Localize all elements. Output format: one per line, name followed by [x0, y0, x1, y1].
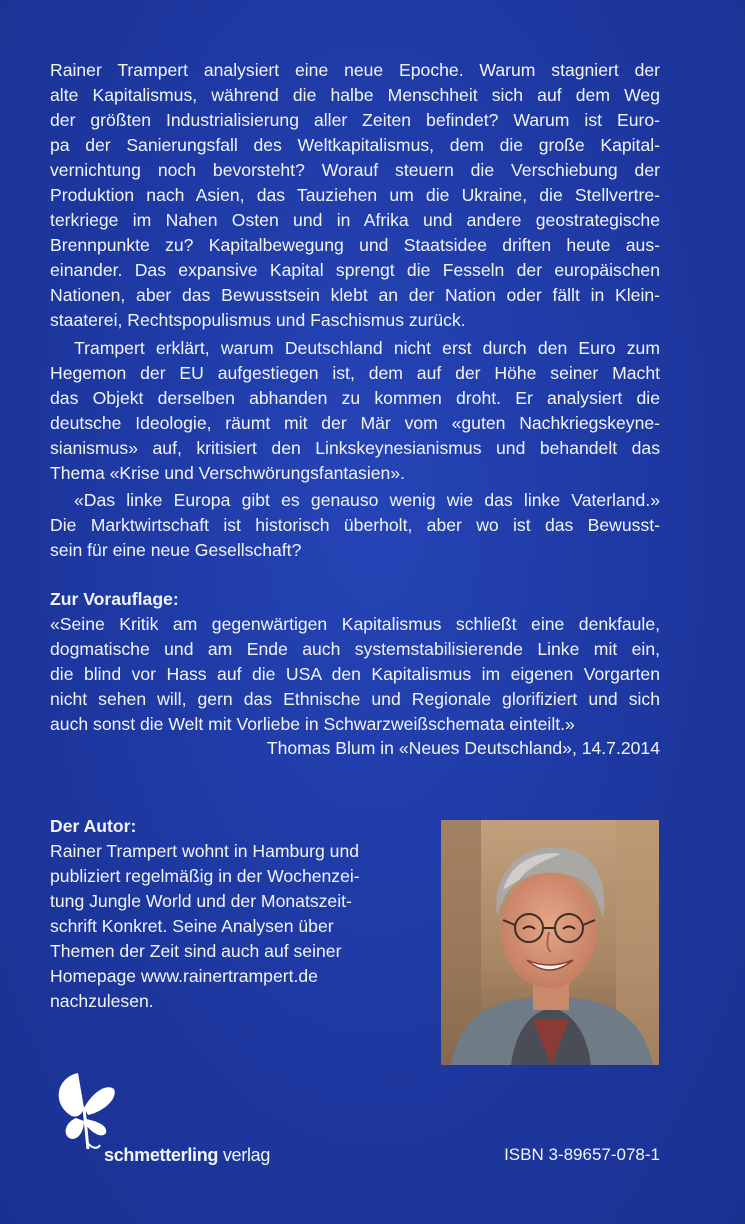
- text-line: Thema «Krise und Verschwörungsfantasien».: [50, 463, 406, 483]
- text-line: Die Marktwirtschaft ist historisch überholt, aber wo ist das Bewusst-: [50, 515, 660, 535]
- text-line: publiziert regelmäßig in der Wochenzei-: [50, 866, 360, 886]
- text-line: das Objekt derselben abhanden zu kommen droht. Er analysiert die: [50, 388, 660, 408]
- portrait-drawing: [441, 820, 659, 1065]
- butterfly-logo-icon: [48, 1063, 128, 1153]
- text-line: Homepage www.rainertrampert.de: [50, 966, 318, 986]
- text-line: «Seine Kritik am gegenwärtigen Kapitalismus schließt eine denkfaule,: [50, 614, 660, 634]
- publisher-name: [104, 1145, 270, 1166]
- text-line: Themen der Zeit sind auch auf seiner: [50, 941, 342, 961]
- review-heading: Zur Vorauflage:: [50, 589, 179, 609]
- text-line: deutsche Ideologie, räumt mit der Mär vom «guten Nachkriegskeyne-: [50, 413, 660, 433]
- text-line: sianismus» auf, kritisiert den Linkskeynesianismus und behandelt das: [50, 438, 660, 458]
- text-line: «Das linke Europa gibt es genauso wenig wie das linke Vaterland.»: [74, 490, 660, 510]
- text-line: Hegemon der EU aufgestiegen ist, dem auf der Höhe seiner Macht: [50, 363, 660, 383]
- text-line: Trampert erklärt, warum Deutschland nicht erst durch den Euro zum: [74, 338, 660, 358]
- isbn: ISBN 3-89657-078-1: [504, 1145, 660, 1164]
- text-line: nicht sehen will, gern das Ethnische und Regionale glorifiziert und sich: [50, 689, 660, 709]
- text-line: alte Kapitalismus, während die halbe Menschheit sich auf dem Weg: [50, 85, 660, 105]
- review-attribution: Thomas Blum in «Neues Deutschland», 14.7.2014: [266, 738, 660, 758]
- text-line: dogmatische und am Ende auch systemstabilisierende Linke mit ein,: [50, 639, 660, 659]
- text-line: nachzulesen.: [50, 991, 154, 1011]
- text-line: Rainer Trampert wohnt in Hamburg und: [50, 841, 360, 861]
- text-line: die blind vor Hass auf die USA den Kapitalismus im eigenen Vorgarten: [50, 664, 660, 684]
- text-line: pa der Sanierungsfall des Weltkapitalismus, dem die große Kapital-: [50, 135, 660, 155]
- publisher-name-bold: schmetterling: [104, 1145, 219, 1165]
- text-line: staaterei, Rechtspopulismus und Faschismus zurück.: [50, 310, 466, 330]
- text-line: Rainer Trampert analysiert eine neue Epoche. Warum stagniert der: [50, 60, 660, 80]
- text-line: Nationen, aber das Bewusstsein klebt an der Nation oder fällt in Klein-: [50, 285, 660, 305]
- text-line: Brennpunkte zu? Kapitalbewegung und Staatsidee driften heute aus-: [50, 235, 660, 255]
- text-line: einander. Das expansive Kapital sprengt die Fesseln der europäischen: [50, 260, 660, 280]
- author-portrait: [441, 820, 659, 1065]
- text-line: tung Jungle World und der Monatszeit-: [50, 891, 352, 911]
- text-line: Produktion nach Asien, das Tauziehen um die Ukraine, die Stellvertre-: [50, 185, 660, 205]
- text-line: der größten Industrialisierung aller Zeiten befindet? Warum ist Euro-: [50, 110, 660, 130]
- author-heading: Der Autor:: [50, 816, 137, 836]
- text-line: auch sonst die Welt mit Vorliebe in Schwarzweißschemata einteilt.»: [50, 714, 575, 734]
- publisher-name-thin: verlag: [218, 1145, 271, 1165]
- text-line: sein für eine neue Gesellschaft?: [50, 540, 302, 560]
- text-line: schrift Konkret. Seine Analysen über: [50, 916, 334, 936]
- text-line: terkriege im Nahen Osten und in Afrika und andere geostrategische: [50, 210, 660, 230]
- text-line: vernichtung noch bevorsteht? Worauf steuern die Verschiebung der: [50, 160, 660, 180]
